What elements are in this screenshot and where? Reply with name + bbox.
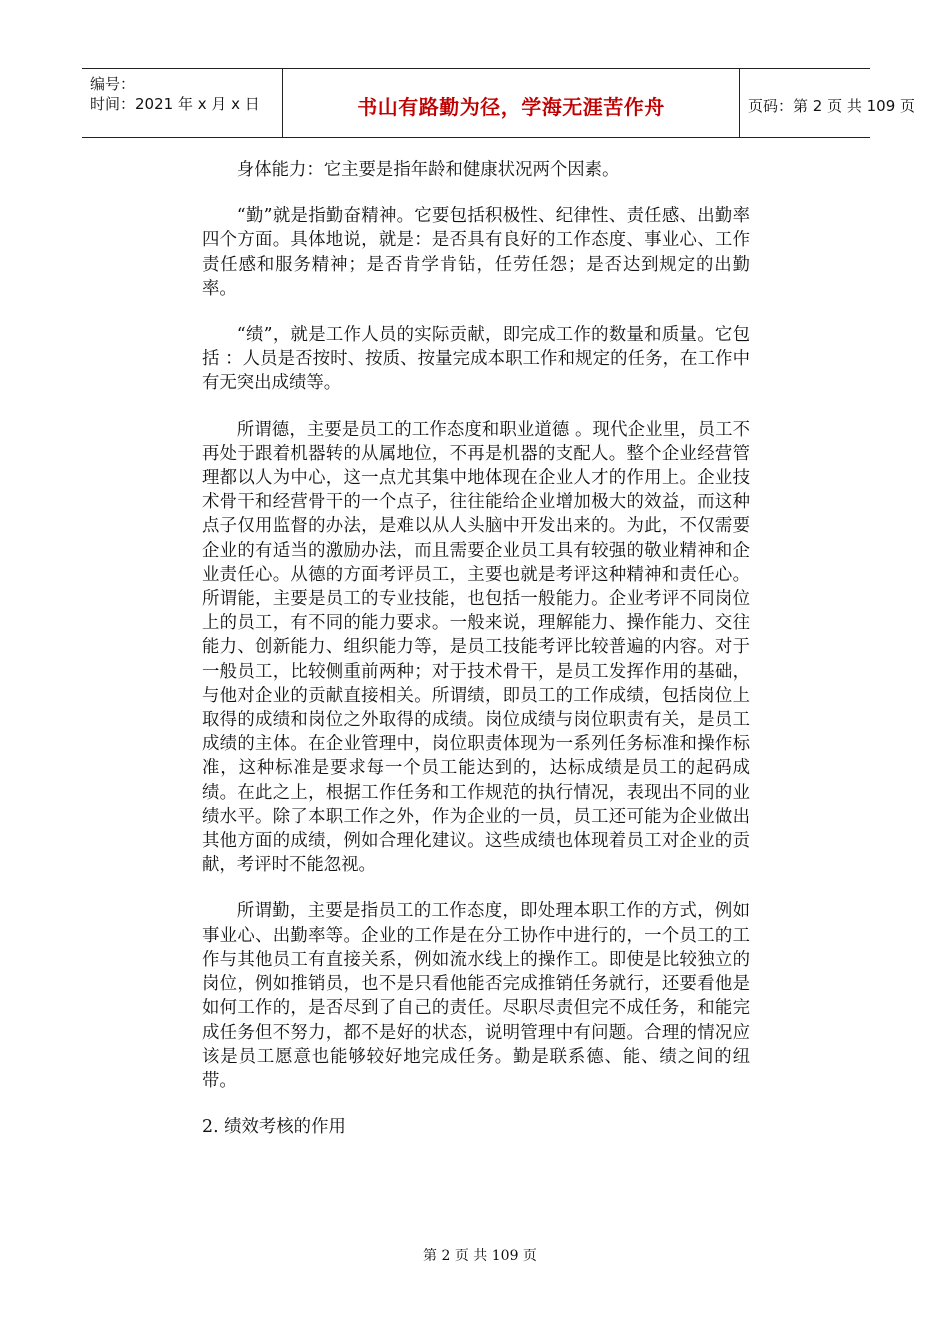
document-header [82, 68, 916, 138]
motto-cell [282, 69, 740, 137]
paragraph-performance-definition: “绩”，就是工作人员的实际贡献，即完成工作的数量和质量。它包括 ：人员是否按时、按质、按量完成本职工作和规定的任务，在工作中有无突出成绩等。 [202, 325, 751, 394]
section-heading: 2. 绩效考核的作用 [202, 1117, 346, 1138]
page-info-cell [740, 69, 916, 137]
motto-text: 书山有路勤为径，学海无涯苦作舟 [357, 95, 665, 119]
page-info: 页码：第 2 页 共 109 页 [748, 97, 916, 115]
header-meta-cell [82, 69, 282, 137]
paragraph-physical-ability: 身体能力：它主要是指年龄和健康状况两个因素。 [236, 160, 620, 180]
page-footer: 第 2 页 共 109 页 [423, 1248, 537, 1264]
date-line: 时间：2021 年 x 月 x 日 [90, 95, 260, 113]
document-body [202, 158, 750, 1161]
paragraph-diligence-explanation: 所谓勤，主要是指员工的工作态度，即处理本职工作的方式，例如事业心、出勤率等。企业的工作是在分工协作中进行的，一个员工的工作与其他员工有直接关系，例如流水线上的操作工。即使是比较独立的岗位，例如推销员，也不是只看他能否完成推销任务就行，还要看他是如何工作的，是否尽到了自己的责任。尽职尽责但完不成任务，和能完成任务但不努力，都不是好的状态，说明管理中有问题。合理的情况应该是员工愿意也能够较好地完成任务。勤是联系德、能、绩之间的纽带。 [202, 901, 750, 1091]
paragraph-morality-ability-performance: 所谓德，主要是员工的工作态度和职业道德 。现代企业里，员工不再处于跟着机器转的从属地位，不再是机器的支配人。整个企业经营管理都以人为中心，这一点尤其集中地体现在企业人才的作用上。企业技术骨干和经营骨干的一个点子，往往能给企业增加极大的效益，而这种点子仅用监督的办法，是难以从人头脑中开发出来的。为此，不仅需要企业的有适当的激励办法，而且需要企业员工具有较强的敬业精神和企业责任心。从德的方面考评员工，主要也就是考评这种精神和责任心。所谓能，主要是员工的专业技能，也包括一般能力。企业考评不同岗位上的员工，有不同的能力要求。一般来说，理解能力、操作能力、交往能力、创新能力、组织能力等，是员工技能考评比较普遍的内容。对于一般员工，比较侧重前两种；对于技术骨干，是员工发挥作用的基础，与他对企业的贡献直接相关。所谓绩，即员工的工作成绩，包括岗位上取得的成绩和岗位之外取得的成绩。岗位成绩与岗位职责有关，是员工成绩的主体。在企业管理中，岗位职责体现为一系列任务标准和操作标准，这种标准是要求每一个员工能达到的，达标成绩是员工的起码成绩。在此之上，根据工作任务和工作规范的执行情况，表现出不同的业绩水平。除了本职工作之外，作为企业的一员，员工还可能为企业做出其他方面的成绩，例如合理化建议。这些成绩也体现着员工对企业的贡献，考评时不能忽视。 [202, 419, 750, 876]
serial-number-label: 编号： [90, 75, 136, 93]
paragraph-diligence-definition: “勤”就是指勤奋精神。它要包括积极性、纪律性、责任感、出勤率四个方面。具体地说，就是：是否具有良好的工作态度、事业心、工作责任感和服务精神；是否肯学肯钻，任劳任怨；是否达到规定的出勤率。 [202, 206, 750, 299]
